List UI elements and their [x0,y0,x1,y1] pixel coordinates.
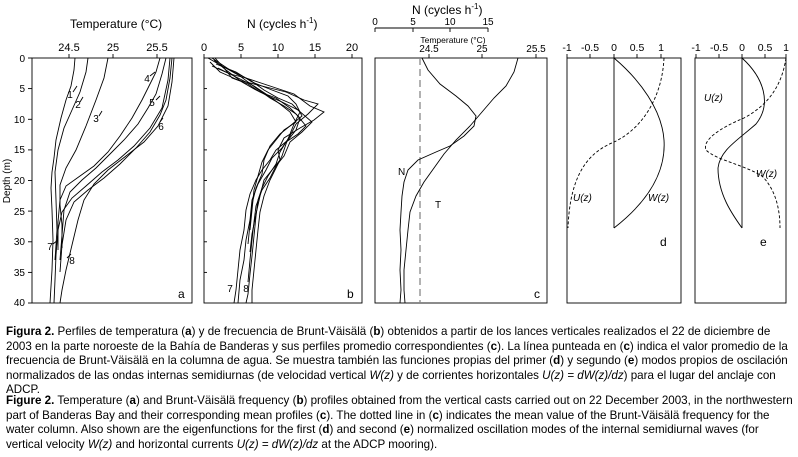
panel-a-y-axis-title: Depth (m) [2,158,13,204]
panel-ref: b [373,325,381,338]
mean-n-label: N [398,167,406,178]
panel-a-x-tick-label: 25 [106,42,120,54]
n-profile-label-8: 8 [243,284,249,295]
profile-label-7: 7 [47,242,53,253]
caption-text: ) para el lugar del anclaje con ADCP. [6,368,776,397]
panel-d-frame [567,58,681,303]
panel-a-y-tick-label: 25 [13,207,25,218]
mode2-u-curve [705,58,786,228]
panel-b-x-ticks [204,54,352,58]
profile-label-4: 4 [144,74,150,85]
panel-c-bottom-tick-label: 25 [476,44,488,55]
caption-text: at the ADCP mooring). [318,437,438,451]
caption-text: ). La línea punteada en ( [497,339,624,353]
panel-ref: c [490,339,498,353]
math-term: U(z) = dW(z)/dz [236,437,319,451]
panel-a-y-tick-label: 0 [19,54,25,65]
panel-ref: c [432,408,439,422]
panel-a-y-tick-label: 30 [13,237,25,248]
panel-d-x-ticks [567,54,661,58]
panel-c-top-ticks [375,28,488,32]
caption-text: ). The dotted line in ( [326,408,433,422]
profile-label-5: 5 [149,98,155,109]
caption-text: ) and second ( [329,423,404,437]
panel-c-temperature-axis-title: Temperature (°C) [420,35,486,45]
panel-e-x-ticks [696,54,786,58]
caption-text: ) obtenidos a partir de los lances verticales realizados el 22 de diciembre de 2003 en la parte noroeste de la Bahía de Banderas y sus perfiles promedio correspondientes ( [6,325,771,353]
panel-ref: a [185,325,192,338]
profile-label-3: 3 [93,114,99,125]
panel-a-y-tick-label: 20 [13,176,25,187]
panel-b-x-tick-label: 0 [200,42,208,54]
mode2-u-label: U(z) [704,93,723,104]
caption-text: ) modos propios de oscilación normalizados de las ondas internas semidiurnas (de velocidad vertical [6,354,788,382]
caption-text: Perfiles de temperatura ( [54,325,186,338]
math-term: U(z) = dW(z)/dz [542,368,624,382]
panel-c-top-tick-label: 10 [444,17,456,28]
panel-d-letter: d [660,235,667,249]
mode2-w-label: W(z) [756,169,778,180]
panel-c-top-tick-label: 5 [410,17,416,28]
panel-a-y-tick-label: 10 [13,115,25,126]
panel-c-frame [375,58,547,303]
panel-c-n-axis-title: N (cycles $h^{-1}$) [412,2,483,17]
panel-a-y-tick-label: 40 [13,298,25,309]
n-profile-label-7: 7 [227,284,233,295]
panel-ref: d [553,354,561,368]
panel-d-x-tick-label: 1 [658,42,664,54]
caption-spanish [6,325,794,398]
panel-b-x-tick-label: 10 [271,42,285,54]
panel-a-y-ticks [28,58,32,303]
caption-label: Figure 2. [6,394,55,407]
panel-a-y-tick-label: 35 [13,268,25,279]
mode2-w-curve [718,58,764,228]
panel-ref: c [623,339,630,353]
caption-label: Figura 2. [6,325,55,338]
math-term: W(z) [87,437,113,451]
panel-a-x-tick-label: 24.5 [58,42,80,54]
caption-text: ) profiles obtained from the vertical casts carried out on 22 December 2003, in the northwestern part of Banderas Bay and their corresponding mean profiles ( [6,394,793,422]
panel-b-axis-title: N (cycles $h^{-1}$) [247,16,318,31]
mode1-u-label: U(z) [573,193,592,204]
n-profile-1 [215,58,300,303]
panel-d-x-tick-label: -0.5 [580,42,600,54]
panel-a-y-tick-label: 5 [19,84,25,95]
panel-ref: d [322,423,330,437]
panel-c-bottom-tick-label: 25.5 [526,44,546,55]
panel-c-top-tick-label: 0 [372,17,378,28]
panel-d-x-tick-label: 0.5 [629,42,645,54]
profile-label-8: 8 [69,256,75,267]
caption-text: Temperature ( [54,394,130,407]
panel-e-x-tick-label: 0.5 [757,42,773,54]
panel-d-x-tick-label: -1 [562,42,572,54]
caption-text: ) y de frecuencia de Brunt-Väisälä ( [191,325,374,338]
panel-ref: a [129,394,136,407]
temperature-profile-8 [60,58,174,303]
panel-ref: c [319,408,327,422]
panel-e-x-tick-label: -0.5 [709,42,729,54]
caption-text: and horizontal currents [112,437,237,451]
profile-label-6: 6 [158,122,164,133]
temperature-profile-6 [60,58,172,272]
panel-a-axis-title: Temperature (°C) [70,17,163,31]
panel-b-letter: b [347,287,354,301]
n-profile-3 [212,66,324,252]
panel-e-x-tick-label: -1 [691,42,701,54]
mean-n-profile [400,58,476,303]
caption-text: ) y segundo ( [560,354,628,368]
math-term: W(z) [369,368,394,382]
panel-e-x-tick-label: 1 [783,42,789,54]
panel-a-x-ticks [69,54,157,58]
panel-ref: e [403,423,411,437]
n-profile-2 [210,62,318,303]
mode1-w-label: W(z) [648,193,670,204]
caption-text: ) indicates the mean value of the Brunt-Väisälä frequency for the water column. Also shown are the eigenfunctions for the first ( [6,408,770,437]
panel-e-letter: e [760,235,767,249]
panel-d-x-tick-label: 0 [611,42,617,54]
panel-e-x-tick-label: 0 [739,42,745,54]
panel-ref: e [627,354,635,368]
panel-b-x-tick-label: 20 [345,42,359,54]
caption-text: ) indica el valor promedio de la frecuencia de Brunt-Väisälä en la columna de agua. Se muestra también las funciones propias del primer ( [6,339,788,368]
caption-text: y de corrientes horizontales [393,368,543,382]
panel-b-frame [204,58,362,303]
profile-label-1: 1 [67,90,73,101]
panel-c-bottom-tick-label: 24.5 [419,44,439,55]
panel-b-x-tick-label: 15 [308,42,322,54]
panel-a-x-tick-label: 25.5 [146,42,168,54]
caption-text: ) normalized oscillation modes of the internal semidiurnal waves (for vertical velocity [6,423,759,451]
panel-c-top-tick-label: 15 [482,17,494,28]
panel-c-letter: c [534,287,540,301]
profile-label-2: 2 [75,100,81,111]
panel-a-letter: a [178,287,185,301]
panel-ref: b [296,394,304,407]
panel-a-y-tick-label: 15 [13,145,25,156]
caption-english [6,394,794,452]
mean-temperature-label: T [435,200,442,211]
panel-b-x-tick-label: 5 [237,42,245,54]
mean-temperature-profile [404,58,518,303]
temperature-profile-3 [60,58,108,248]
caption-text: ) and Brunt-Väisälä frequency ( [135,394,297,407]
